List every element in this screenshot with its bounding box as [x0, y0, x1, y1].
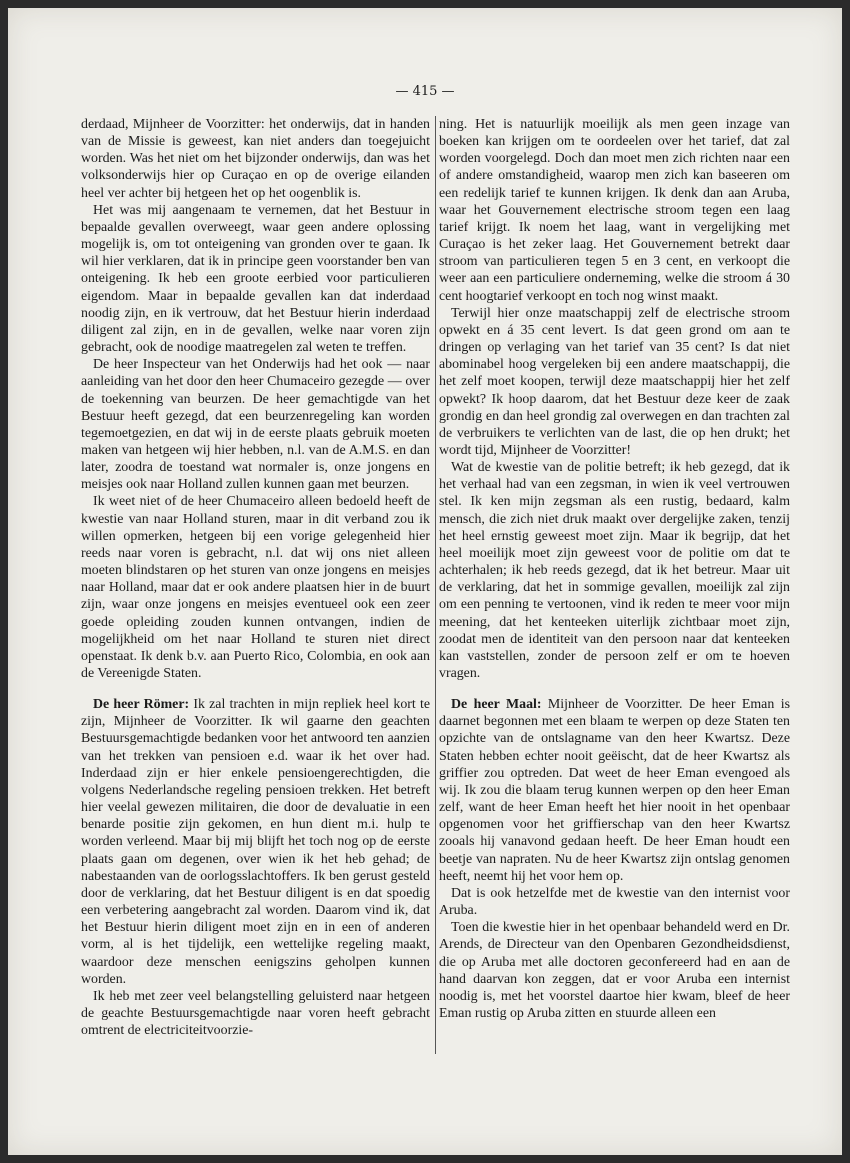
speech-paragraph [439, 696, 790, 885]
speech-text: Ik zal trachten in mijn repliek heel kort te zijn, Mijnheer de Voorzitter. Ik wil gaarne den geachten Bestuursgemachtigde bedanken voor het antwoord ten aanzien van het trekken van pensioen e.d. waar ik het over had. Inderdaad zijn er hier enkele pensioengerechtigden, die volgens Nederlandsche regeling pensioen trekken. Het betreft hier veelal gewezen militairen, die door de devaluatie in een benarde positie zijn gekomen, en hun dient m.i. hulp te worden verleend. Maar bij mij blijft het toch nog op de eerste plaats gaan om degenen, over wien ik het heb gehad; de nabestaanden van de oorlogsslachtoffers. Ik ben gerust gesteld door de verklaring, dat het Bestuur diligent is en dat spoedig een verbetering aangebracht zal worden. Daarom vind ik, dat het Bestuur hierin diligent moet zijn en in een of anderen vorm, al is het tijdelijk, een wettelijke regeling maakt, waardoor deze menschen eenigszins geholpen kunnen worden. [81, 697, 430, 987]
paragraph: derdaad, Mijnheer de Voorzitter: het onderwijs, dat in handen van de Missie is geweest, kan niet anders dan toegejuicht worden. Was het niet om het bijzonder onderwijs, dan was het volksonderwijs hier op Curaçao en op de overige eilanden heel ver achter bij hetgeen het op het oogenblik is. [81, 117, 430, 201]
paragraph: Terwijl hier onze maatschappij zelf de electrische stroom opwekt en á 35 cent levert. Is dat geen grond om aan te dringen op verlaging van het tarief van 35 cent? Is dat niet abominabel hoog vergeleken bij een andere maatschappij, die het zelf moet koopen, terwijl deze maatschappij hier het zelf opwekt? Ik hoop daarom, dat het Bestuur deze keer de zaak grondig en dan heel grondig zal overwegen en dan trachten zal de verbruikers te verlichten van de last, die op hen drukt; het wordt tijd, Mijnheer de Voorzitter! [439, 305, 790, 458]
left-column [81, 116, 430, 1039]
speech-paragraph [81, 696, 430, 988]
right-column [439, 116, 790, 1022]
paragraph: Wat de kwestie van de politie betreft; ik heb gezegd, dat ik het verhaal had van een zegsman, in wien ik veel vertrouwen stel. Ik ken mijn zegsman als een rustig, bedaard, kalm mensch, die zich niet druk maakt over dergelijke zaken, tenzij het heel ernstig geweest moet zijn. Maar ik begrijp, dat het heel moeilijk moet zijn geweest voor de politie om dat te achterhalen; ik heb reeds gezegd, dat ik het betreur. Maar uit de verklaring, dat het in sommige gevallen, moeilijk zal zijn om een penning te vertoonen, vind ik reden te meer voor mijn meening, dat het kenteeken uiterlijk zichtbaar moet zijn, zoodat men de identiteit van den persoon naar dat kenteeken kan vaststellen, zonder de persoon zelf er om te hoeven vragen. [439, 460, 790, 681]
column-divider [435, 116, 436, 1054]
speaker-name: De heer Maal: [451, 697, 542, 713]
paragraph: Het was mij aangenaam te vernemen, dat het Bestuur in bepaalde gevallen overweegt, waar geen andere oplossing mogelijk is, om tot onteigening van gronden over te gaan. Ik wil hier verklaren, dat ik in principe geen voorstander ben van onteigening. Ik heb een groote eerbied voor particulieren eigendom. Maar in bepaalde gevallen kan dat inderdaad noodig zijn, en ik vertrouw, dat het Bestuur hierin inderdaad diligent zal zijn, en in de gevallen, welke naar voren zijn gebracht, ook de noodige maatregelen zal weten te treffen. [81, 202, 430, 356]
paragraph: ning. Het is natuurlijk moeilijk als men geen inzage van boeken kan krijgen om te oordeelen over het tarief, dat zal worden voorgelegd. Doch dan moet men zich richten naar een of andere omstandigheid, waarop men zich kan baseeren om een redelijk tarief te kunnen krijgen. Ik denk dan aan Aruba, waar het Gouvernement electrische stroom tegen een laag tarief krijgt. Ik noem het laag, want in vergelijking met Curaçao is het zeker laag. Het Gouvernement betrekt daar stroom van particulieren tegen 5 en 3 cent, en verkoopt die weer aan een particuliere onderneming, welke die stroom á 30 cent hoogtarief verkoopt en toch nog winst maakt. [439, 117, 790, 304]
paragraph: Ik heb met zeer veel belangstelling geluisterd naar hetgeen de geachte Bestuursgemachtigde naar voren heeft gebracht omtrent de electriciteitvoorzie- [81, 988, 430, 1039]
paragraph: De heer Inspecteur van het Onderwijs had het ook — naar aanleiding van het door den heer Chumaceiro gezegde — over de toekenning van beurzen. De heer gemachtigde van het Bestuur heeft gezegd, dat een beurzenregeling kan worden tegemoetgezien, en dat wij in de eerste plaats gebruik moeten maken van hetgeen wij hier hebben, n.l. van de A.M.S. en dan later, zoodra de toestand wat normaler is, onze jongens en meisjes ook naar Holland zullen kunnen gaan met beurzen. [81, 357, 430, 493]
document-page [8, 8, 842, 1155]
page-number: — 415 — [395, 84, 455, 99]
paragraph: Toen die kwestie hier in het openbaar behandeld werd en Dr. Arends, de Directeur van den Openbaren Gezondheidsdienst, die op Aruba met alle doctoren geconfereerd had en aan de hand daarvan kon zeggen, dat er voor Aruba een internist noodig is, met het voorstel daartoe hier kwam, bleef de heer Eman rustig op Aruba zitten en stuurde alleen een [439, 920, 790, 1021]
paragraph: Dat is ook hetzelfde met de kwestie van den internist voor Aruba. [439, 885, 790, 919]
speech-text: Mijnheer de Voorzitter. De heer Eman is daarnet begonnen met een blaam te werpen op deze Staten ten opzichte van de ontslagname van den heer Kwartsz. Deze Staten hebben echter nooit geëischt, dat de heer Kwartsz als griffier zou optreden. Dat weet de heer Eman evengoed als wij. Ik zou die blaam terug kunnen werpen op den heer Eman zelf, want de heer Eman heeft het hier nooit in het openbaar opgenomen voor het griffierschap van den heer Kwartsz zooals hij vanavond gedaan heeft. De heer Eman houdt een beetje van napraten. Nu de heer Kwartsz zijn ontslag genomen heeft, neemt hij het voor hem op. [439, 697, 790, 884]
paragraph: Ik weet niet of de heer Chumaceiro alleen bedoeld heeft de kwestie van naar Holland sturen, maar in dit verband zou ik willen opmerken, hetgeen bij een vorige gelegenheid hier reeds naar voren is gebracht, n.l. dat wij ons niet alleen moeten blindstaren op het sturen van onze jongens en meisjes naar Holland, maar dat er ook andere plaatsen hier in de buurt zijn, waar onze jongens en meisjes eventueel ook een zeer goede opleiding zouden kunnen ontvangen, indien de mogelijkheid om het naar Holland te sturen niet direct openstaat. Ik denk b.v. aan Puerto Rico, Colombia, en ook aan de Vereenigde Staten. [81, 494, 430, 681]
speaker-name: De heer Römer: [93, 697, 190, 713]
